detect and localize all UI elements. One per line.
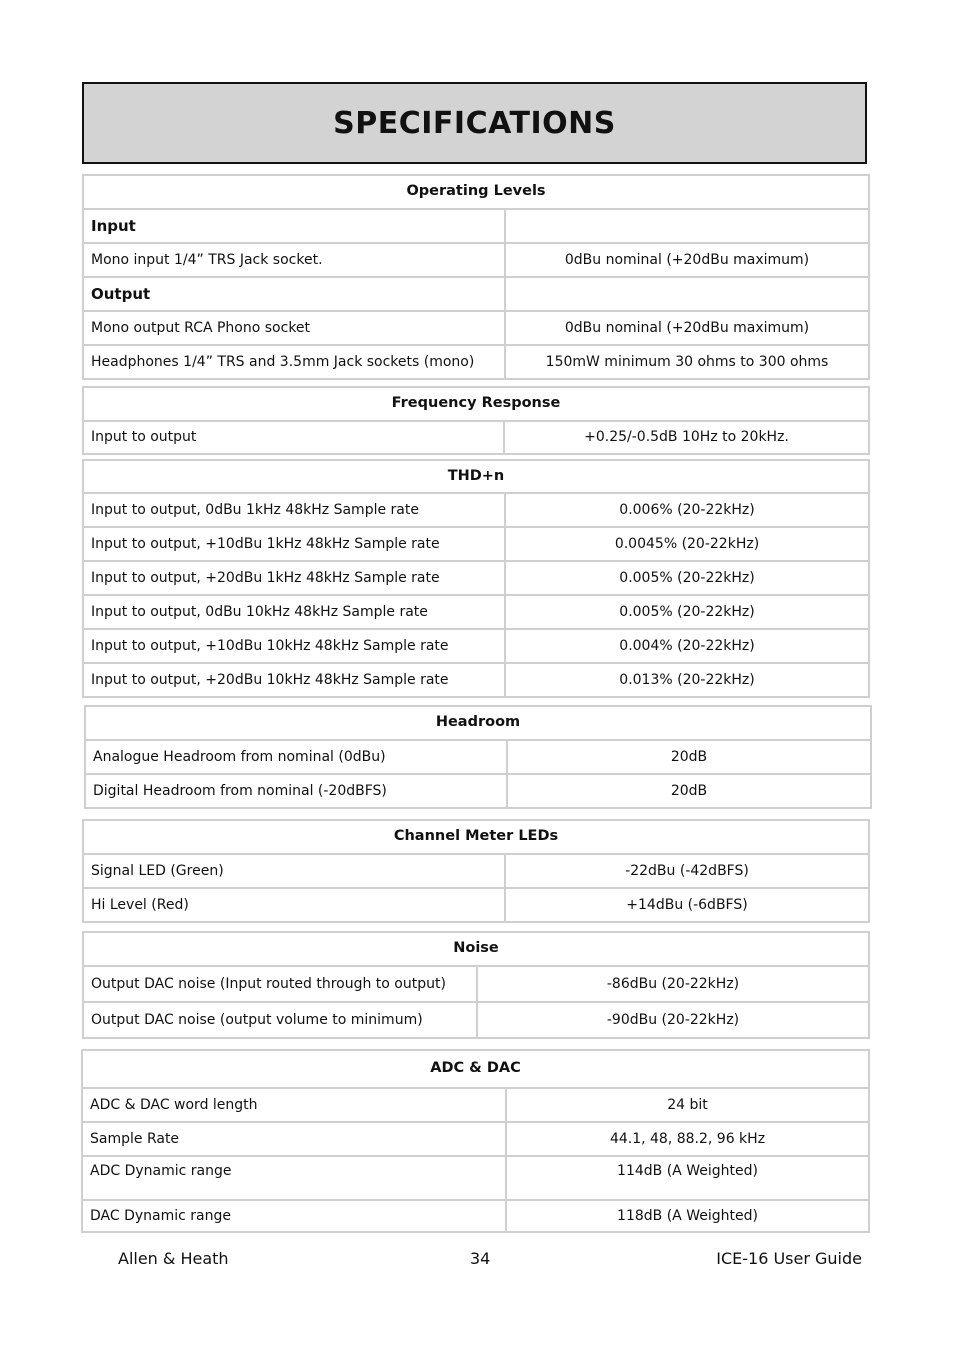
table-row <box>83 1002 869 1038</box>
row-value: -22dBu (-42dBFS) <box>505 854 869 888</box>
row-value <box>505 209 869 243</box>
headroom-table <box>84 705 872 809</box>
table-row <box>83 209 869 243</box>
section-header: Operating Levels <box>83 175 869 209</box>
table-row <box>83 311 869 345</box>
row-label: Input to output, 0dBu 10kHz 48kHz Sample rate <box>83 595 505 629</box>
footer-guide-title: ICE-16 User Guide <box>716 1249 862 1268</box>
table-row <box>85 740 871 774</box>
section-header: Channel Meter LEDs <box>83 820 869 854</box>
footer-company: Allen & Heath <box>118 1249 229 1268</box>
row-value: 0.006% (20-22kHz) <box>505 493 869 527</box>
row-label: Output DAC noise (Input routed through to output) <box>83 966 477 1002</box>
page-number: 34 <box>470 1249 491 1268</box>
row-label: Mono input 1/4” TRS Jack socket. <box>83 243 505 277</box>
row-value: 0.005% (20-22kHz) <box>505 595 869 629</box>
table-row <box>83 595 869 629</box>
row-value: 24 bit <box>506 1088 869 1122</box>
row-label: Analogue Headroom from nominal (0dBu) <box>85 740 507 774</box>
row-value: 0dBu nominal (+20dBu maximum) <box>505 311 869 345</box>
row-label: Output <box>83 277 505 311</box>
row-label: Input to output, 0dBu 1kHz 48kHz Sample rate <box>83 493 505 527</box>
row-value: 44.1, 48, 88.2, 96 kHz <box>506 1122 869 1156</box>
table-row <box>85 774 871 808</box>
section-header: ADC & DAC <box>82 1050 869 1088</box>
table-row <box>83 493 869 527</box>
row-value: 0.0045% (20-22kHz) <box>505 527 869 561</box>
adc-dac-table <box>81 1049 870 1233</box>
channel-meter-table <box>82 819 870 923</box>
row-label: Mono output RCA Phono socket <box>83 311 505 345</box>
row-value: 0.005% (20-22kHz) <box>505 561 869 595</box>
row-value: 0.013% (20-22kHz) <box>505 663 869 697</box>
operating-levels-table <box>82 174 870 380</box>
row-label: Input to output, +20dBu 10kHz 48kHz Sample rate <box>83 663 505 697</box>
row-value: 20dB <box>507 740 871 774</box>
row-label: Headphones 1/4” TRS and 3.5mm Jack sockets (mono) <box>83 345 505 379</box>
section-header: Frequency Response <box>83 387 869 421</box>
row-label: Input to output, +10dBu 1kHz 48kHz Sample rate <box>83 527 505 561</box>
row-label: ADC & DAC word length <box>82 1088 506 1122</box>
table-row <box>82 1088 869 1122</box>
row-label: Input <box>83 209 505 243</box>
section-header: THD+n <box>83 460 869 493</box>
noise-table <box>82 931 870 1039</box>
page-title: SPECIFICATIONS <box>333 105 616 141</box>
table-row <box>82 1200 869 1232</box>
table-row <box>83 527 869 561</box>
row-label: Sample Rate <box>82 1122 506 1156</box>
row-value: -90dBu (20-22kHz) <box>477 1002 869 1038</box>
row-value: 118dB (A Weighted) <box>506 1200 869 1232</box>
row-label: Input to output <box>83 421 504 454</box>
table-row <box>83 966 869 1002</box>
table-row <box>83 663 869 697</box>
row-label: Signal LED (Green) <box>83 854 505 888</box>
row-value: 114dB (A Weighted) <box>506 1156 869 1200</box>
row-label: Output DAC noise (output volume to minimum) <box>83 1002 477 1038</box>
row-value: 150mW minimum 30 ohms to 300 ohms <box>505 345 869 379</box>
table-row <box>83 561 869 595</box>
title-banner <box>82 82 867 164</box>
table-row <box>83 421 869 454</box>
table-row <box>83 629 869 663</box>
table-row <box>83 243 869 277</box>
row-value: 0dBu nominal (+20dBu maximum) <box>505 243 869 277</box>
row-label: Input to output, +20dBu 1kHz 48kHz Sample rate <box>83 561 505 595</box>
row-label: ADC Dynamic range <box>82 1156 506 1200</box>
row-label: Hi Level (Red) <box>83 888 505 922</box>
row-label: Input to output, +10dBu 10kHz 48kHz Sample rate <box>83 629 505 663</box>
section-header: Noise <box>83 932 869 966</box>
row-label: DAC Dynamic range <box>82 1200 506 1232</box>
table-row <box>83 277 869 311</box>
frequency-response-table <box>82 386 870 455</box>
row-value: +0.25/-0.5dB 10Hz to 20kHz. <box>504 421 869 454</box>
section-header: Headroom <box>85 706 871 740</box>
table-row <box>82 1122 869 1156</box>
row-value: 0.004% (20-22kHz) <box>505 629 869 663</box>
table-row <box>83 854 869 888</box>
row-value <box>505 277 869 311</box>
table-row <box>83 345 869 379</box>
table-row <box>83 888 869 922</box>
thd-table <box>82 459 870 698</box>
row-value: -86dBu (20-22kHz) <box>477 966 869 1002</box>
row-label: Digital Headroom from nominal (-20dBFS) <box>85 774 507 808</box>
row-value: +14dBu (-6dBFS) <box>505 888 869 922</box>
row-value: 20dB <box>507 774 871 808</box>
table-row <box>82 1156 869 1200</box>
